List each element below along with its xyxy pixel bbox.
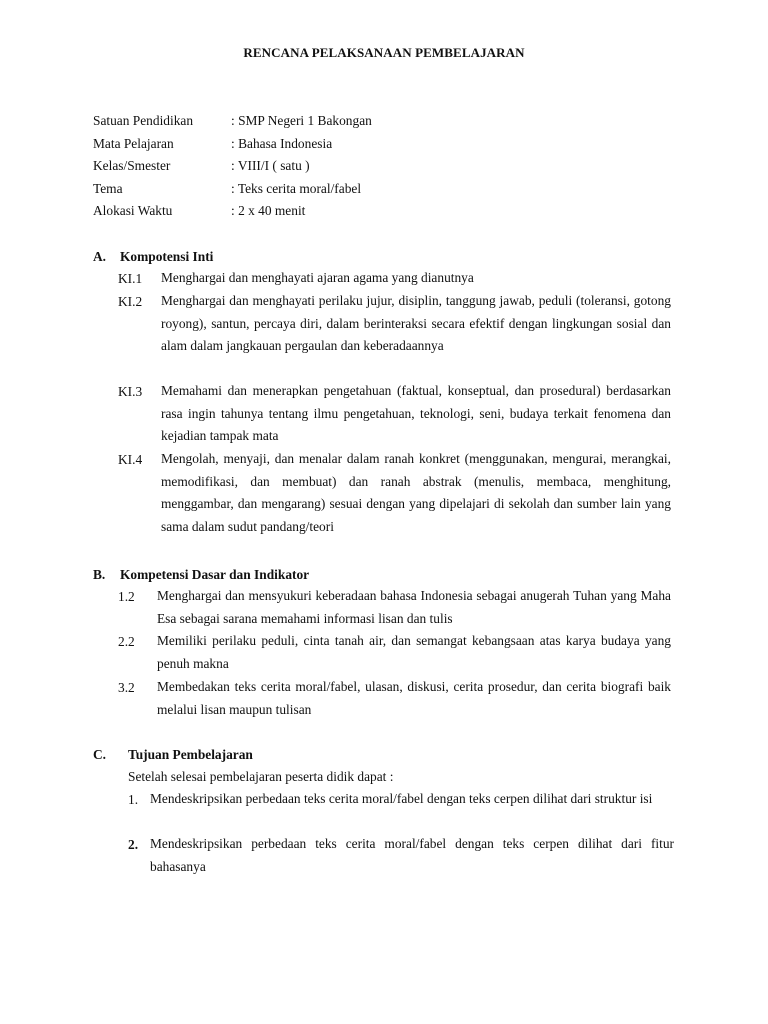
info-label-mapel: Mata Pelajaran [93,136,174,151]
ki-1-number: KI.1 [118,271,143,286]
kd-2-2-text: Memiliki perilaku peduli, cinta tanah air, dan semangat kebangsaan atas karya budaya yang penuh makna [157,633,671,671]
ki-4-text: Mengolah, menyaji, dan menalar dalam ranah konkret (menggunakan, mengurai, merangkai, memodifikasi, dan membuat) dan ranah abstrak (menulis, membaca, menghitung, menggambar, dan mengarang) sesuai dengan yang dipelajari di sekolah dan sumber lain yang sama dalam sudut pandang/teori [161,451,671,534]
section-c-title: Tujuan Pembelajaran [128,747,253,762]
tujuan-2-number: 2. [128,837,139,852]
ki-2-text: Menghargai dan menghayati perilaku jujur, disiplin, tanggung jawab, peduli (toleransi, gotong royong), santun, percaya diri, dalam berinteraksi secara efektif dengan lingkungan sosial dan alam dalam jangkauan pergaulan dan keberadaannya [161,293,671,354]
info-value-satuan: : SMP Negeri 1 Bakongan [231,113,372,128]
info-label-tema: Tema [93,181,123,196]
ki-4-number: KI.4 [118,452,143,467]
document-title: RENCANA PELAKSANAAN PEMBELAJARAN [243,45,525,60]
section-a-letter: A. [93,249,107,264]
info-value-mapel: : Bahasa Indonesia [231,136,333,151]
ki-3-number: KI.3 [118,384,143,399]
info-value-tema: : Teks cerita moral/fabel [231,181,362,196]
section-c-intro: Setelah selesai pembelajaran peserta didik dapat : [128,769,394,784]
section-b-letter: B. [93,567,106,582]
info-label-alokasi: Alokasi Waktu [93,203,173,218]
ki-2-number: KI.2 [118,294,143,309]
tujuan-1-text: Mendeskripsikan perbedaan teks cerita moral/fabel dengan teks cerpen dilihat dari struktur isi [150,791,653,806]
info-label-kelas: Kelas/Smester [93,158,171,173]
kd-2-2-number: 2.2 [118,634,135,649]
info-value-alokasi: : 2 x 40 menit [231,203,306,218]
kd-3-2-number: 3.2 [118,680,135,695]
ki-3-text: Memahami dan menerapkan pengetahuan (faktual, konseptual, dan prosedural) berdasarkan rasa ingin tahunya tentang ilmu pengetahuan, teknologi, seni, budaya terkait fenomena dan kejadian tampak mata [161,383,671,444]
section-a-title: Kompotensi Inti [120,249,214,264]
section-c-letter: C. [93,747,107,762]
tujuan-1-number: 1. [128,792,139,807]
tujuan-2-text: Mendeskripsikan perbedaan teks cerita moral/fabel dengan teks cerpen dilihat dari fitur bahasanya [150,836,674,874]
kd-1-2-number: 1.2 [118,589,135,604]
info-label-satuan: Satuan Pendidikan [93,113,194,128]
section-b-title: Kompetensi Dasar dan Indikator [120,567,310,582]
kd-3-2-text: Membedakan teks cerita moral/fabel, ulasan, diskusi, cerita prosedur, dan cerita biografi baik melalui lisan maupun tulisan [157,679,671,717]
ki-1-text: Menghargai dan menghayati ajaran agama yang dianutnya [161,270,474,285]
kd-1-2-text: Menghargai dan mensyukuri keberadaan bahasa Indonesia sebagai anugerah Tuhan yang Maha Esa sebagai sarana memahami informasi lisan dan tulis [157,588,671,626]
info-value-kelas: : VIII/I ( satu ) [231,158,310,173]
